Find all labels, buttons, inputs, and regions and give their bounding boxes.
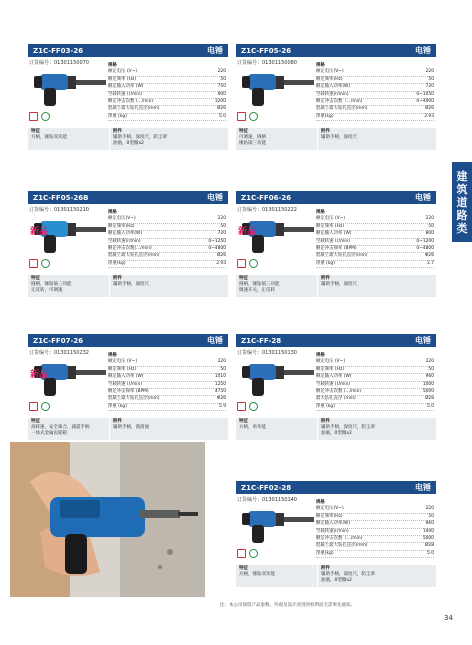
spec-label: 额定输入功率 (W) (316, 374, 352, 380)
card-header (28, 334, 228, 347)
spec-value: Φ26 (424, 253, 434, 259)
card-footer (236, 275, 436, 297)
card-footer (236, 128, 436, 150)
spec-value: 800 (425, 231, 434, 237)
spec-row (108, 69, 226, 76)
spec-label: 额定电压 (V~) (316, 359, 346, 365)
feature-label: 特征 (31, 419, 40, 424)
page-number: 34 (444, 614, 453, 622)
spec-value: 0~4900 (416, 99, 434, 105)
feature-text: 圆柄，锤钻镐三功能 正反转，可调速 (31, 282, 72, 293)
accessory-label: 附件 (113, 276, 122, 281)
spec-value: 220 (217, 216, 226, 222)
card-header (236, 481, 436, 494)
feature-box (236, 418, 318, 440)
spec-label: 净重(kg) (316, 550, 334, 556)
usage-photo (10, 442, 205, 597)
spec-row (108, 396, 226, 403)
spec-value: 720 (425, 84, 434, 90)
spec-value: 750 (217, 84, 226, 90)
spec-value: 0~1200 (416, 238, 434, 244)
product-category: 电锤 (415, 336, 431, 345)
spec-table (316, 500, 434, 558)
spec-header: 规格 (108, 63, 117, 68)
spec-value: 5000 (422, 389, 434, 395)
ccc-icon (249, 402, 258, 411)
spec-row (108, 404, 226, 411)
tool-image (240, 356, 318, 400)
feature-label: 特征 (239, 129, 248, 134)
tool-image (240, 66, 318, 110)
spec-label: 空载转速 (r/min) (108, 91, 142, 97)
feature-text: 方柄，单功能 (239, 425, 266, 430)
spec-value: 3200 (214, 99, 226, 105)
card-header (28, 191, 228, 204)
spec-value: 220 (217, 69, 226, 75)
certification-icon (237, 549, 246, 558)
product-card (28, 191, 228, 297)
spec-row (316, 551, 434, 558)
feature-label: 特征 (239, 419, 248, 424)
spec-value: Ø28 (424, 543, 434, 549)
spec-value: Ø28 (424, 396, 434, 402)
spec-label: 空载转速 (r/min) (108, 381, 142, 387)
spec-label: 空载转速(r/min) (316, 91, 349, 97)
spec-row (316, 261, 434, 268)
spec-table (316, 63, 434, 121)
accessory-label: 附件 (321, 276, 330, 281)
spec-row (316, 521, 434, 528)
product-card (236, 44, 436, 150)
spec-label: 净重(kg) (316, 113, 334, 119)
feature-label: 特征 (239, 566, 248, 571)
ccc-icon (41, 112, 50, 121)
new-badge: 新品 (30, 370, 49, 380)
product-category: 电锤 (415, 483, 431, 492)
spec-label: 净重 (kg) (108, 403, 127, 409)
spec-value: 50 (220, 76, 226, 82)
product-category: 电锤 (415, 193, 431, 202)
spec-label: 额定输入功率 (W) (108, 374, 144, 380)
spec-value: 220 (217, 359, 226, 365)
spec-row (316, 84, 434, 91)
spec-label: 额定电压(V~) (316, 69, 344, 75)
spec-label: 额定电压 (V~) (108, 69, 138, 75)
spec-value: 0~1250 (208, 238, 226, 244)
spec-row (108, 253, 226, 260)
card-footer (28, 128, 228, 150)
spec-label: 最大钻孔直径 (mm) (316, 396, 356, 402)
spec-row (316, 253, 434, 260)
spec-label: 额定输入功率 (W) (108, 84, 144, 90)
spec-label: 额定输入功率(W) (316, 84, 351, 90)
card-footer (28, 275, 228, 297)
spec-row (316, 382, 434, 389)
order-number: 订货编号：01301150232 (29, 350, 89, 356)
certification-marks (29, 402, 50, 411)
spec-value: 2.93 (216, 260, 226, 266)
accessory-text: 辅助手柄，深度尺 (321, 135, 357, 140)
product-card (236, 481, 436, 587)
spec-row (316, 216, 434, 223)
spec-label: 额定频率(Hz) (316, 76, 343, 82)
side-tab-char: 建 (456, 169, 468, 183)
spec-label: 净重 (kg) (316, 260, 335, 266)
new-badge: 新品 (30, 227, 49, 237)
model-number: Z1C-FF05-26 (241, 46, 292, 55)
spec-value: Φ26 (216, 396, 226, 402)
spec-label: 额定冲击频率 (BPM) (108, 389, 149, 395)
feature-text: 圆柄，锤钻镐三功能 调速开关，正反转 (239, 282, 280, 293)
feature-label: 特征 (31, 129, 40, 134)
tool-image (240, 503, 318, 547)
spec-label: 额定冲击次数(.../min) (108, 246, 152, 252)
card-header (28, 44, 228, 57)
certification-icon (237, 259, 246, 268)
feature-box (28, 128, 110, 150)
accessory-box (110, 275, 228, 297)
feature-text: 高转速，安全离合，减震手柄 一体式金属齿轮箱 (31, 425, 90, 436)
order-number: 订货编号：01301150222 (237, 207, 297, 213)
feature-box (236, 565, 318, 587)
accessory-text: 辅助手柄，润滑油 (113, 425, 149, 430)
spec-header: 规格 (316, 63, 325, 68)
spec-value: Ø26 (216, 253, 226, 259)
spec-table (108, 353, 226, 411)
spec-label: 净重 (kg) (316, 403, 335, 409)
spec-value: 5.0 (427, 550, 434, 556)
accessory-text: 辅助手柄，深度尺 (113, 282, 149, 287)
spec-row (316, 396, 434, 403)
ccc-icon (249, 549, 258, 558)
spec-value: 720 (217, 231, 226, 237)
spec-value: 5000 (422, 536, 434, 542)
spec-row (108, 382, 226, 389)
spec-value: 0~4800 (208, 246, 226, 252)
spec-header: 规格 (316, 210, 325, 215)
feature-box (236, 128, 318, 150)
spec-value: 220 (425, 216, 434, 222)
certification-marks (29, 112, 50, 121)
spec-row (316, 106, 434, 113)
spec-value: 0~4800 (416, 246, 434, 252)
order-number: 订货编号：01301150140 (237, 497, 297, 503)
order-number: 订货编号：01301150210 (29, 207, 89, 213)
model-number: Z1C-FF05-26B (33, 193, 89, 202)
spec-table (316, 353, 434, 411)
spec-label: 额定电压(V~) (316, 506, 344, 512)
spec-label: 混凝土最大钻孔直径(mm) (108, 253, 160, 259)
spec-label: 额定电压 (V~) (108, 359, 138, 365)
ccc-icon (41, 402, 50, 411)
card-footer (236, 418, 436, 440)
spec-value: 50 (428, 76, 434, 82)
spec-row (108, 114, 226, 121)
spec-row (108, 261, 226, 268)
tool-image (32, 66, 110, 110)
spec-table (108, 210, 226, 268)
certification-icon (237, 402, 246, 411)
spec-value: Ø26 (216, 106, 226, 112)
spec-label: 额定频率(Hz) (108, 223, 135, 229)
spec-label: 混凝土最大钻孔直径(mm) (316, 543, 368, 549)
spec-row (316, 543, 434, 550)
ccc-icon (249, 112, 258, 121)
spec-row (108, 84, 226, 91)
accessory-text: 辅助手柄，深度尺，防尘罩 油瓶，0型圈x2 (321, 425, 375, 436)
card-header (236, 334, 436, 347)
spec-row (108, 374, 226, 381)
spec-label: 额定冲击次数（.../min) (316, 99, 363, 105)
spec-value: 5.9 (219, 403, 226, 409)
spec-label: 额定输入功率(W) (316, 521, 351, 527)
accessory-label: 附件 (321, 129, 330, 134)
side-tab-char: 路 (456, 208, 468, 222)
product-category: 电锤 (207, 336, 223, 345)
spec-value: 50 (428, 223, 434, 229)
spec-row (316, 506, 434, 513)
product-card (28, 334, 228, 440)
spec-value: 4750 (214, 389, 226, 395)
accessory-text: 辅助手柄，深度尺，防尘罩 油瓶，0型圈x2 (113, 135, 167, 146)
side-tab-char: 道 (456, 195, 468, 209)
spec-table (316, 210, 434, 268)
card-footer (28, 418, 228, 440)
spec-header: 规格 (316, 353, 325, 358)
product-category: 电锤 (207, 193, 223, 202)
feature-box (28, 275, 110, 297)
spec-header: 规格 (316, 500, 325, 505)
spec-row (108, 106, 226, 113)
spec-label: 额定输入功率(W) (108, 231, 143, 237)
spec-row (316, 359, 434, 366)
spec-row (108, 239, 226, 246)
spec-label: 额定冲击次数 (.../min) (316, 389, 362, 395)
spec-value: 1250 (214, 381, 226, 387)
product-card (236, 334, 436, 440)
spec-value: 1010 (214, 374, 226, 380)
model-number: Z1C-FF03-26 (33, 46, 84, 55)
feature-box (236, 275, 318, 297)
model-number: Z1C-FF06-26 (241, 193, 292, 202)
product-card (28, 44, 228, 150)
footnote: 注：本公司保留产品参数、外观及设计改进的权利而无需事先通知。 (220, 603, 355, 608)
spec-value: 220 (425, 359, 434, 365)
spec-row (316, 231, 434, 238)
feature-box (28, 418, 110, 440)
card-footer (236, 565, 436, 587)
new-badge: 新品 (238, 227, 257, 237)
spec-value: 5.0 (219, 113, 226, 119)
product-category: 电锤 (207, 46, 223, 55)
spec-label: 混凝土最大钻孔直径(mm) (108, 106, 160, 112)
spec-value: 5.0 (427, 403, 434, 409)
spec-value: 50 (220, 366, 226, 372)
spec-label: 额定输入功率 (W) (316, 231, 352, 237)
spec-value: 960 (425, 374, 434, 380)
order-number: 订货编号：01301150070 (29, 60, 89, 66)
feature-text: 可调速，圆柄 锤钻镐三功能 (239, 135, 266, 146)
category-side-tab (452, 162, 472, 242)
model-number: Z1C-FF-28 (241, 336, 282, 345)
order-number: 订货编号：01301150080 (237, 60, 297, 66)
model-number: Z1C-FF02-28 (241, 483, 292, 492)
spec-label: 空载转速 (r/min) (316, 381, 350, 387)
spec-value: 900 (217, 91, 226, 97)
spec-label: 额定冲击次数（.../min) (316, 536, 363, 542)
feature-text: 方柄，锤钻双功能 (239, 572, 275, 577)
spec-row (316, 529, 434, 536)
spec-label: 混凝土最大钻孔直径(mm) (108, 396, 160, 402)
spec-header: 规格 (108, 353, 117, 358)
order-number: 订货编号：01301150130 (237, 350, 297, 356)
product-card (236, 191, 436, 297)
spec-value: 220 (425, 506, 434, 512)
spec-row (108, 231, 226, 238)
accessory-text: 辅助手柄，深度尺，防尘罩 油瓶，0型圈x2 (321, 572, 375, 583)
spec-value: 220 (425, 69, 434, 75)
spec-row (316, 69, 434, 76)
spec-row (316, 114, 434, 121)
feature-label: 特征 (31, 276, 40, 281)
accessory-box (318, 565, 436, 587)
spec-value: 960 (425, 521, 434, 527)
certification-icon (237, 112, 246, 121)
spec-row (316, 92, 434, 99)
certification-marks (29, 259, 50, 268)
accessory-label: 附件 (321, 419, 330, 424)
spec-row (316, 239, 434, 246)
spec-value: 50 (220, 223, 226, 229)
accessory-box (318, 418, 436, 440)
ccc-icon (249, 259, 258, 268)
certification-icon (29, 402, 38, 411)
card-header (236, 44, 436, 57)
spec-value: 1000 (422, 528, 434, 534)
spec-label: 额定频率 (Hz) (316, 366, 344, 372)
certification-marks (237, 549, 258, 558)
spec-table (108, 63, 226, 121)
spec-label: 净重(kg) (108, 260, 126, 266)
spec-label: 空载转速 (r/min) (316, 238, 350, 244)
spec-row (316, 404, 434, 411)
certification-marks (237, 112, 258, 121)
side-tab-char: 类 (456, 221, 468, 235)
spec-value: 1000 (422, 381, 434, 387)
spec-label: 额定电压 (V~) (316, 216, 346, 222)
spec-label: 额定电压(V~) (108, 216, 136, 222)
spec-value: 50 (428, 366, 434, 372)
spec-row (108, 359, 226, 366)
accessory-label: 附件 (321, 566, 330, 571)
accessory-box (318, 275, 436, 297)
spec-header: 规格 (108, 210, 117, 215)
spec-label: 额定频率(Hz) (316, 513, 343, 519)
certification-icon (29, 112, 38, 121)
spec-label: 净重 (kg) (108, 113, 127, 119)
accessory-box (110, 128, 228, 150)
spec-label: 空载转速(r/min) (108, 238, 141, 244)
feature-label: 特征 (239, 276, 248, 281)
accessory-label: 附件 (113, 129, 122, 134)
spec-label: 混凝土最大钻孔直径(mm) (316, 253, 368, 259)
certification-marks (237, 402, 258, 411)
certification-icon (29, 259, 38, 268)
spec-label: 混凝土最大钻孔直径(mm) (316, 106, 368, 112)
spec-value: 2.7 (427, 260, 434, 266)
certification-marks (237, 259, 258, 268)
feature-text: 方柄，锤钻双功能 (31, 135, 67, 140)
spec-label: 额定冲击次数 (.../min) (108, 99, 154, 105)
card-header (236, 191, 436, 204)
spec-label: 额定频率 (Hz) (108, 366, 136, 372)
product-category: 电锤 (415, 46, 431, 55)
accessory-box (110, 418, 228, 440)
spec-row (316, 374, 434, 381)
accessory-box (318, 128, 436, 150)
spec-value: 0~1050 (416, 91, 434, 97)
spec-value: 50 (428, 513, 434, 519)
spec-row (108, 216, 226, 223)
ccc-icon (41, 259, 50, 268)
accessory-text: 辅助手柄，深度尺 (321, 282, 357, 287)
accessory-label: 附件 (113, 419, 122, 424)
spec-value: Ø26 (424, 106, 434, 112)
spec-label: 额定冲击频率 (BPM) (316, 246, 357, 252)
model-number: Z1C-FF07-26 (33, 336, 84, 345)
spec-label: 空载转速(r/min) (316, 528, 349, 534)
spec-row (108, 92, 226, 99)
spec-label: 额定频率 (Hz) (108, 76, 136, 82)
spec-label: 额定频率 (Hz) (316, 223, 344, 229)
spec-value: 2.93 (424, 113, 434, 119)
side-tab-char: 筑 (456, 182, 468, 196)
